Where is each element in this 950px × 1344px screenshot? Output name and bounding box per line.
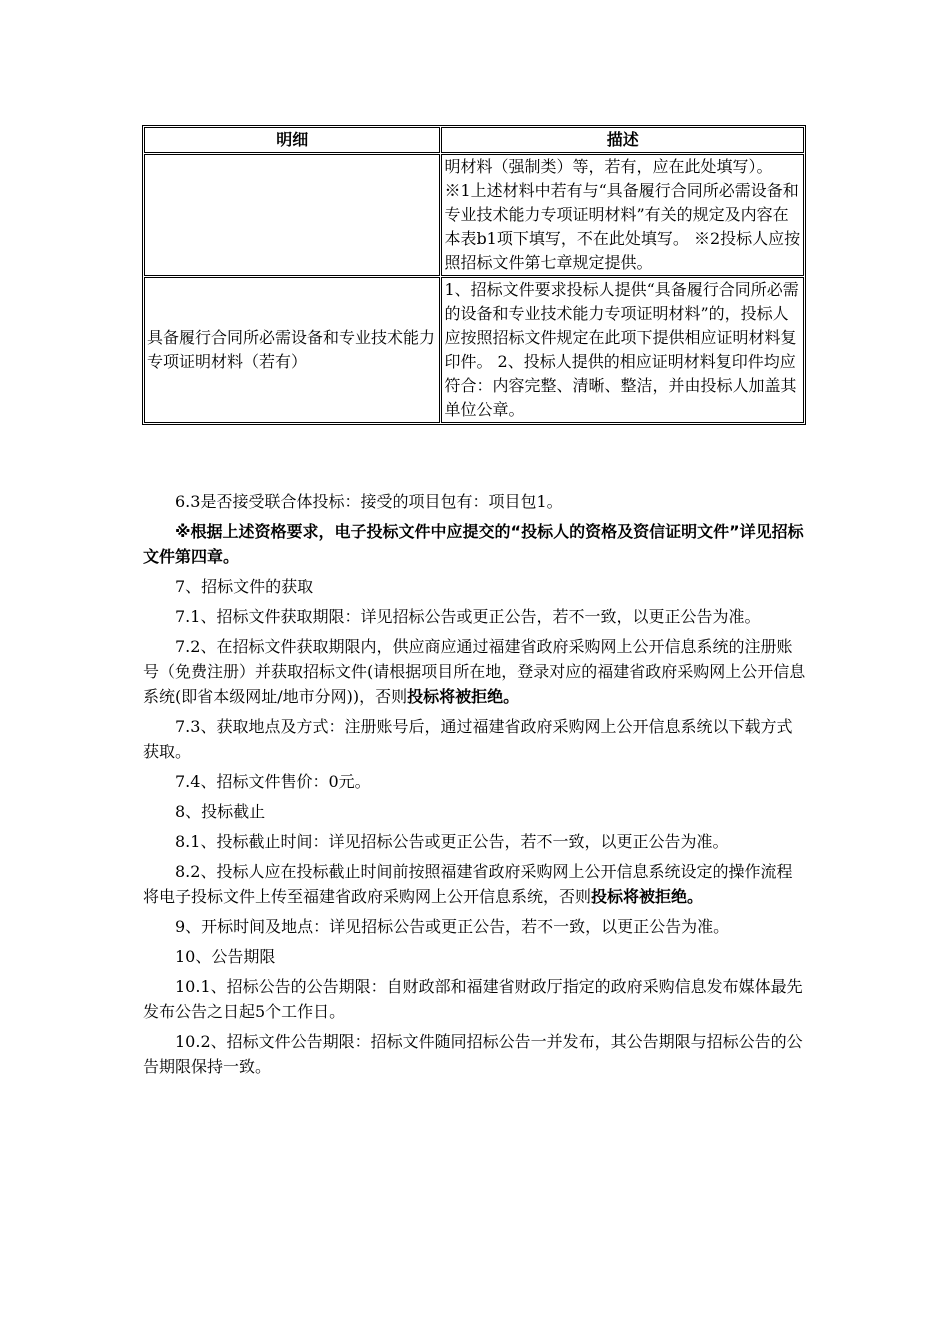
row-description: 1、招标文件要求投标人提供“具备履行合同所必需的设备和专业技术能力专项证明材料”的，投标人应按照招标文件规定在此项下提供相应证明材料复印件。 2、投标人提供的相应证明材料复印件均应符合：内容完整、清晰、整洁，并由投标人加盖其单位公章。 [441, 277, 804, 423]
paragraph-8-1: 8.1、投标截止时间：详见招标公告或更正公告，若不一致，以更正公告为准。 [175, 832, 729, 851]
paragraph-8-2-warning: 投标将被拒绝。 [591, 887, 704, 906]
paragraph-8-2 [143, 859, 807, 909]
row-description: 明材料（强制类）等，若有，应在此处填写）。 ※1上述材料中若有与“具备履行合同所必需设备和专业技术能力专项证明材料”有关的规定及内容在本表b1项下填写，不在此处填写。 ※2投标人应按照招标文件第七章规定提供。 [441, 154, 804, 276]
header-detail: 明细 [144, 127, 440, 153]
row-detail [144, 154, 440, 276]
header-description: 描述 [441, 127, 804, 153]
section-7-heading: 7、招标文件的获取 [175, 577, 314, 596]
paragraph-7-2 [143, 634, 807, 709]
paragraph-7-3: 7.3、获取地点及方式：注册账号后，通过福建省政府采购网上公开信息系统以下载方式获取。 [143, 717, 793, 761]
paragraph-6-3: 6.3是否接受联合体投标：接受的项目包有：项目包1。 [175, 492, 563, 511]
table-row [144, 154, 804, 276]
section-8-heading: 8、投标截止 [175, 802, 266, 821]
paragraph-10-1: 10.1、招标公告的公告期限：自财政部和福建省财政厅指定的政府采购信息发布媒体最先发布公告之日起5个工作日。 [143, 977, 803, 1021]
document-body [143, 489, 807, 1084]
qualification-note: ※根据上述资格要求，电子投标文件中应提交的“投标人的资格及资信证明文件”详见招标文件第四章。 [143, 522, 804, 566]
paragraph-7-1: 7.1、招标文件获取期限：详见招标公告或更正公告，若不一致，以更正公告为准。 [175, 607, 761, 626]
paragraph-7-2-text: 7.2、在招标文件获取期限内，供应商应通过福建省政府采购网上公开信息系统的注册账号（免费注册）并获取招标文件(请根据项目所在地，登录对应的福建省政府采购网上公开信息系统(即省本级网址/地市分网))，否则 [143, 637, 806, 706]
paragraph-7-4: 7.4、招标文件售价：0元。 [175, 772, 371, 791]
paragraph-8-2-text: 8.2、投标人应在投标截止时间前按照福建省政府采购网上公开信息系统设定的操作流程将电子投标文件上传至福建省政府采购网上公开信息系统，否则 [143, 862, 793, 906]
qualification-table [142, 125, 806, 425]
table-row [144, 277, 804, 423]
paragraph-7-2-warning: 投标将被拒绝。 [407, 687, 520, 706]
table-header-row [144, 127, 804, 153]
paragraph-9: 9、开标时间及地点：详见招标公告或更正公告，若不一致，以更正公告为准。 [175, 917, 730, 936]
paragraph-10-2: 10.2、招标文件公告期限：招标文件随同招标公告一并发布，其公告期限与招标公告的公告期限保持一致。 [143, 1032, 803, 1076]
section-10-heading: 10、公告期限 [175, 947, 276, 966]
row-detail: 具备履行合同所必需设备和专业技术能力专项证明材料（若有） [144, 277, 440, 423]
